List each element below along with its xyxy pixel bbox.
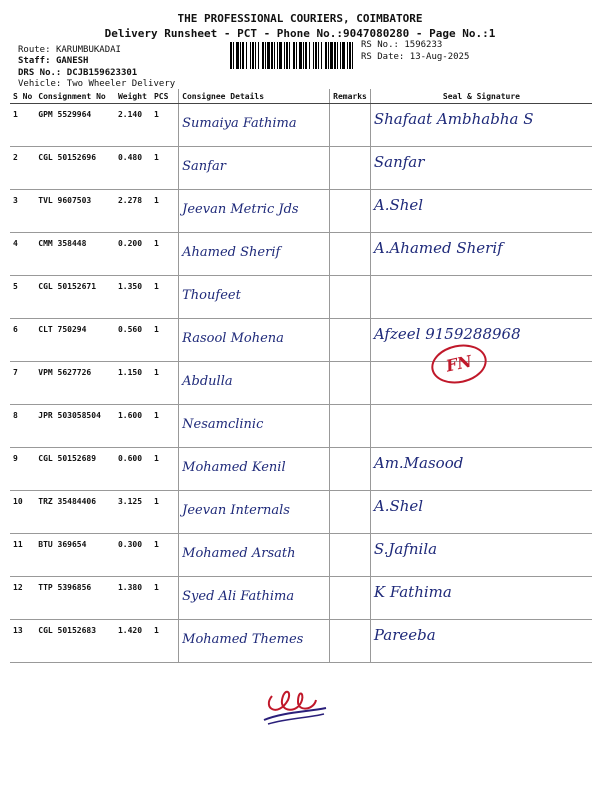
row-sno-text: 1 [13, 110, 18, 119]
row-consignee [179, 620, 330, 663]
row-signature-text: A.Ahamed Sherif [373, 239, 503, 257]
row-weight [115, 233, 151, 276]
drs-value: DCJB159623301 [66, 68, 138, 78]
vehicle-value: Two Wheeler Delivery [66, 79, 176, 89]
row-consignment-no-text: CLT 750294 [38, 325, 87, 334]
row-signature [370, 448, 592, 491]
row-consignment-no [35, 276, 115, 319]
row-pcs-text: 1 [153, 368, 159, 377]
row-remarks [330, 405, 371, 448]
row-pcs-text: 1 [153, 583, 159, 592]
row-pcs-text: 1 [153, 153, 159, 162]
row-sno [10, 620, 35, 663]
row-weight [115, 534, 151, 577]
row-signature-text: Afzeel 9159288968 [373, 325, 521, 343]
red-stamp: FN [428, 340, 491, 389]
row-signature-text: Sanfar [373, 153, 425, 171]
row-sno-text: 11 [13, 540, 23, 549]
row-sno-text: 2 [13, 153, 18, 162]
row-consignee [179, 147, 330, 190]
row-sno [10, 405, 35, 448]
row-weight [115, 448, 151, 491]
row-consignee-text: Rasool Mohena [182, 331, 284, 346]
row-remarks [330, 620, 371, 663]
row-weight-text: 0.600 [117, 454, 143, 463]
row-consignee [179, 190, 330, 233]
row-signature-text: A.Shel [373, 196, 424, 214]
row-sno-text: 13 [13, 626, 23, 635]
row-weight [115, 620, 151, 663]
row-pcs [151, 319, 179, 362]
row-consignment-no-text: CGL 50152689 [38, 454, 97, 463]
row-signature [370, 104, 592, 147]
row-weight [115, 577, 151, 620]
row-consignee [179, 362, 330, 405]
row-weight-text: 0.200 [117, 239, 143, 248]
row-pcs [151, 405, 179, 448]
row-weight-text: 3.125 [117, 497, 143, 506]
row-signature-text: Shafaat Ambhabha S [373, 110, 534, 128]
barcode [230, 42, 355, 69]
row-sno [10, 577, 35, 620]
row-weight-text: 1.380 [117, 583, 143, 592]
row-signature [370, 190, 592, 233]
row-pcs [151, 362, 179, 405]
company-title: THE PROFESSIONAL COURIERS, COIMBATORE [177, 12, 423, 25]
row-weight [115, 405, 151, 448]
table-header-row [10, 89, 592, 104]
row-weight [115, 319, 151, 362]
row-pcs-text: 1 [153, 497, 159, 506]
row-consignee-text: Abdulla [182, 374, 233, 389]
row-sno [10, 491, 35, 534]
row-sno [10, 147, 35, 190]
row-weight-text: 1.420 [117, 626, 143, 635]
row-signature [370, 491, 592, 534]
row-weight [115, 276, 151, 319]
row-consignee [179, 577, 330, 620]
row-pcs [151, 491, 179, 534]
row-weight-text: 0.480 [117, 153, 143, 162]
row-sno-text: 6 [13, 325, 18, 334]
row-consignment-no-text: CGL 50152671 [38, 282, 97, 291]
rs-number: RS No.: 1596233 [361, 40, 443, 50]
row-consignment-no-text: TVL 9607503 [38, 196, 92, 205]
row-consignment-no [35, 319, 115, 362]
col-sno: S No [10, 89, 35, 104]
row-pcs-text: 1 [153, 110, 159, 119]
row-consignment-no [35, 448, 115, 491]
route-line: Route: KARUMBUKADAI [18, 45, 121, 55]
row-consignee-text: Sumaiya Fathima [182, 116, 297, 131]
row-pcs-text: 1 [153, 411, 159, 420]
col-consignee: Consignee Details [179, 89, 330, 104]
row-consignment-no [35, 577, 115, 620]
table-row [10, 405, 592, 448]
row-consignee-text: Mohamed Kenil [182, 460, 286, 475]
row-sno-text: 10 [13, 497, 23, 506]
row-signature [370, 147, 592, 190]
row-pcs [151, 534, 179, 577]
table-row [10, 577, 592, 620]
row-remarks [330, 233, 371, 276]
vehicle-line: Vehicle: Two Wheeler Delivery [18, 79, 176, 89]
row-signature-text: S.Jafnila [373, 540, 438, 558]
row-signature [370, 276, 592, 319]
row-consignment-no-text: VPM 5627726 [38, 368, 92, 377]
row-signature [370, 577, 592, 620]
row-pcs [151, 104, 179, 147]
row-remarks [330, 104, 371, 147]
row-signature [370, 534, 592, 577]
row-weight-text: 1.600 [117, 411, 143, 420]
row-pcs [151, 147, 179, 190]
row-pcs [151, 233, 179, 276]
table-row [10, 491, 592, 534]
row-consignee [179, 319, 330, 362]
row-pcs [151, 577, 179, 620]
row-pcs-text: 1 [153, 325, 159, 334]
row-consignee [179, 491, 330, 534]
row-consignee-text: Nesamclinic [182, 417, 264, 432]
row-consignment-no [35, 534, 115, 577]
row-consignee-text: Mohamed Arsath [182, 546, 296, 561]
row-sno-text: 3 [13, 196, 18, 205]
col-pcs: PCS [151, 89, 179, 104]
row-signature [370, 233, 592, 276]
row-consignee-text: Sanfar [182, 159, 226, 174]
row-consignee [179, 276, 330, 319]
row-remarks [330, 534, 371, 577]
row-signature-text: Pareeba [373, 626, 436, 644]
row-pcs-text: 1 [153, 540, 159, 549]
row-remarks [330, 362, 371, 405]
table-row [10, 534, 592, 577]
row-consignee [179, 405, 330, 448]
row-sno [10, 233, 35, 276]
row-consignment-no [35, 147, 115, 190]
row-sno-text: 9 [13, 454, 18, 463]
row-remarks [330, 491, 371, 534]
authorized-signature [258, 678, 330, 728]
row-consignment-no [35, 620, 115, 663]
row-consignment-no-text: TTP 5396856 [38, 583, 92, 592]
row-pcs-text: 1 [153, 626, 159, 635]
row-pcs [151, 276, 179, 319]
row-sno-text: 5 [13, 282, 18, 291]
col-consignment: Consignment No [35, 89, 115, 104]
table-row [10, 620, 592, 663]
row-consignment-no-text: CMM 358448 [38, 239, 87, 248]
row-remarks [330, 276, 371, 319]
row-consignment-no-text: CGL 50152683 [38, 626, 97, 635]
drs-line: DRS No.: DCJB159623301 [18, 68, 138, 78]
table-row [10, 190, 592, 233]
row-consignment-no-text: CGL 50152696 [38, 153, 97, 162]
row-weight-text: 1.150 [117, 368, 143, 377]
row-weight-text: 0.560 [117, 325, 143, 334]
row-weight [115, 104, 151, 147]
table-row [10, 276, 592, 319]
row-consignment-no [35, 405, 115, 448]
row-consignment-no [35, 190, 115, 233]
row-signature-text: Am.Masood [373, 454, 464, 472]
row-weight-text: 1.350 [117, 282, 143, 291]
row-remarks [330, 577, 371, 620]
staff-value: GANESH [55, 56, 89, 66]
row-consignee-text: Thoufeet [182, 288, 241, 303]
row-consignment-no-text: TRZ 35484406 [38, 497, 97, 506]
row-consignment-no [35, 233, 115, 276]
row-signature [370, 319, 592, 376]
col-weight: Weight [115, 89, 151, 104]
row-consignment-no-text: JPR 503058504 [38, 411, 101, 420]
col-remarks: Remarks [330, 89, 371, 104]
row-weight [115, 491, 151, 534]
row-sno-text: 4 [13, 239, 18, 248]
table-row [10, 362, 592, 405]
row-consignee-text: Ahamed Sherif [182, 245, 281, 260]
row-pcs-text: 1 [153, 196, 159, 205]
row-signature [370, 405, 592, 448]
row-consignee [179, 104, 330, 147]
row-remarks [330, 319, 371, 362]
row-consignee [179, 448, 330, 491]
row-consignment-no [35, 491, 115, 534]
row-consignee-text: Jeevan Internals [182, 503, 290, 518]
row-consignee-text: Syed Ali Fathima [182, 589, 295, 604]
row-consignment-no [35, 362, 115, 405]
row-sno [10, 104, 35, 147]
row-weight [115, 362, 151, 405]
table-row [10, 448, 592, 491]
row-pcs [151, 190, 179, 233]
table-row [10, 319, 592, 362]
row-weight [115, 190, 151, 233]
row-pcs [151, 620, 179, 663]
row-remarks [330, 147, 371, 190]
table-row [10, 104, 592, 147]
row-consignment-no [35, 104, 115, 147]
row-signature [370, 620, 592, 663]
row-weight-text: 2.278 [117, 196, 143, 205]
row-sno-text: 12 [13, 583, 23, 592]
row-pcs-text: 1 [153, 282, 159, 291]
row-pcs [151, 448, 179, 491]
runsheet-table [10, 89, 592, 663]
row-consignee-text: Mohamed Themes [182, 632, 304, 647]
staff-line: Staff: GANESH [18, 56, 89, 66]
row-weight-text: 0.300 [117, 540, 143, 549]
row-sno [10, 362, 35, 405]
row-signature-text: A.Shel [373, 497, 424, 515]
row-consignment-no-text: GPM 5529964 [38, 110, 92, 119]
row-signature-text: K Fathima [373, 583, 452, 601]
row-consignee-text: Jeevan Metric Jds [182, 202, 299, 217]
route-value: KARUMBUKADAI [55, 45, 121, 55]
row-sno [10, 319, 35, 362]
row-sno [10, 276, 35, 319]
table-row [10, 233, 592, 276]
row-consignee [179, 233, 330, 276]
row-sno-text: 8 [13, 411, 18, 420]
row-sno-text: 7 [13, 368, 18, 377]
row-remarks [330, 190, 371, 233]
row-remarks [330, 448, 371, 491]
row-sno [10, 190, 35, 233]
row-sno [10, 534, 35, 577]
runsheet-subtitle: Delivery Runsheet - PCT - Phone No.:9047080280 - Page No.:1 [104, 27, 496, 40]
row-consignment-no-text: BTU 369654 [38, 540, 87, 549]
table-row [10, 147, 592, 190]
row-weight [115, 147, 151, 190]
row-pcs-text: 1 [153, 239, 159, 248]
rs-date: RS Date: 13-Aug-2025 [361, 52, 470, 62]
row-sno [10, 448, 35, 491]
row-consignee [179, 534, 330, 577]
row-weight-text: 2.140 [117, 110, 143, 119]
col-signature: Seal & Signature [370, 89, 592, 104]
row-pcs-text: 1 [153, 454, 159, 463]
